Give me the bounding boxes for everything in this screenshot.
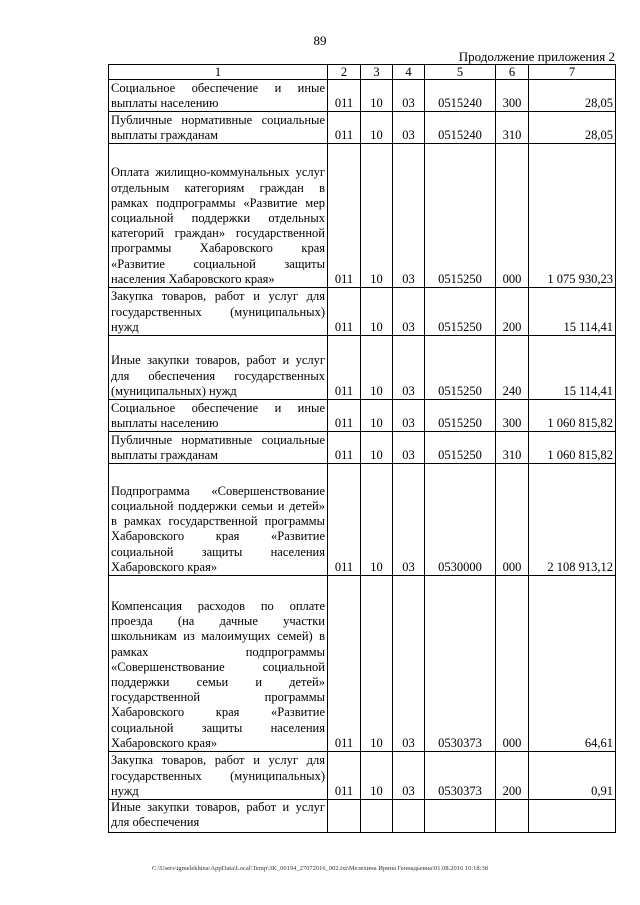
amount: 0,91 — [529, 752, 616, 800]
subsection-code: 03 — [393, 576, 425, 752]
expense-type-code: 240 — [496, 336, 529, 400]
table-row — [109, 400, 616, 432]
ministry-code: 011 — [328, 576, 361, 752]
row-name: Оплата жилищно-коммунальных услуг отдельным категориям граждан в рамках подпрограммы «Развитие мер социальной поддержки отдельных категорий граждан» государственной программы Хабаровского края «Развитие социальной защиты населения Хабаровского края» — [109, 144, 328, 288]
expense-type-code — [496, 800, 529, 833]
subsection-code: 03 — [393, 336, 425, 400]
ministry-code: 011 — [328, 336, 361, 400]
table-row — [109, 464, 616, 576]
table-row — [109, 752, 616, 800]
table-row — [109, 800, 616, 833]
ministry-code: 011 — [328, 432, 361, 464]
column-header: 2 — [328, 65, 361, 80]
ministry-code: 011 — [328, 112, 361, 144]
expense-type-code: 200 — [496, 288, 529, 336]
subsection-code: 03 — [393, 432, 425, 464]
budget-table — [108, 64, 616, 833]
subsection-code: 03 — [393, 752, 425, 800]
column-header: 4 — [393, 65, 425, 80]
table-row — [109, 144, 616, 288]
subsection-code: 03 — [393, 112, 425, 144]
row-name: Социальное обеспечение и иные выплаты населению — [109, 80, 328, 112]
table-row — [109, 112, 616, 144]
row-name: Подпрограмма «Совершенствование социальной поддержки семьи и детей» в рамках государственной программы Хабаровского края «Развитие социальной защиты населения Хабаровского края» — [109, 464, 328, 576]
ministry-code: 011 — [328, 80, 361, 112]
amount: 15 114,41 — [529, 288, 616, 336]
subsection-code: 03 — [393, 80, 425, 112]
target-article-code: 0515250 — [425, 400, 496, 432]
expense-type-code: 000 — [496, 144, 529, 288]
table-row — [109, 576, 616, 752]
section-code: 10 — [361, 288, 393, 336]
section-code: 10 — [361, 144, 393, 288]
section-code — [361, 800, 393, 833]
amount: 15 114,41 — [529, 336, 616, 400]
row-name: Закупка товаров, работ и услуг для государственных (муниципальных) нужд — [109, 752, 328, 800]
ministry-code: 011 — [328, 464, 361, 576]
ministry-code: 011 — [328, 752, 361, 800]
row-name: Публичные нормативные социальные выплаты гражданам — [109, 112, 328, 144]
target-article-code: 0515250 — [425, 144, 496, 288]
section-code: 10 — [361, 112, 393, 144]
column-header: 1 — [109, 65, 328, 80]
target-article-code: 0530373 — [425, 576, 496, 752]
page-number: 89 — [313, 33, 327, 48]
row-name: Социальное обеспечение и иные выплаты населению — [109, 400, 328, 432]
subsection-code — [393, 800, 425, 833]
table-row — [109, 288, 616, 336]
section-code: 10 — [361, 400, 393, 432]
amount: 2 108 913,12 — [529, 464, 616, 576]
target-article-code: 0530373 — [425, 752, 496, 800]
row-name: Компенсация расходов по оплате проезда (на дачные участки школьникам из малоимущих семей) в рамках подпрограммы «Совершенствование социальной поддержки семьи и детей» государственной программы Хабаровского края «Развитие социальной защиты населения Хабаровского края» — [109, 576, 328, 752]
column-header: 3 — [361, 65, 393, 80]
expense-type-code: 300 — [496, 400, 529, 432]
amount: 28,05 — [529, 112, 616, 144]
section-code: 10 — [361, 576, 393, 752]
ministry-code — [328, 800, 361, 833]
row-name: Иные закупки товаров, работ и услуг для обеспечения — [109, 800, 328, 833]
footer-file-path: C:\Users\tgmelekhina\AppData\Local\Temp\3K_00194_27072016_002.txt\Мелехина Ирина Геннадьевна\01.08.2016 10:18:38 — [152, 865, 488, 872]
amount: 1 060 815,82 — [529, 432, 616, 464]
target-article-code: 0515240 — [425, 80, 496, 112]
section-code: 10 — [361, 432, 393, 464]
subsection-code: 03 — [393, 400, 425, 432]
row-name: Публичные нормативные социальные выплаты гражданам — [109, 432, 328, 464]
ministry-code: 011 — [328, 144, 361, 288]
amount: 1 075 930,23 — [529, 144, 616, 288]
expense-type-code: 310 — [496, 112, 529, 144]
table-row — [109, 80, 616, 112]
subsection-code: 03 — [393, 144, 425, 288]
row-name: Закупка товаров, работ и услуг для государственных (муниципальных) нужд — [109, 288, 328, 336]
target-article-code: 0530000 — [425, 464, 496, 576]
table-header-row — [109, 65, 616, 80]
table-row — [109, 432, 616, 464]
target-article-code: 0515250 — [425, 288, 496, 336]
expense-type-code: 000 — [496, 464, 529, 576]
column-header: 6 — [496, 65, 529, 80]
section-code: 10 — [361, 336, 393, 400]
target-article-code: 0515250 — [425, 336, 496, 400]
target-article-code: 0515250 — [425, 432, 496, 464]
continuation-label: Продолжение приложения 2 — [458, 49, 615, 64]
table-row — [109, 336, 616, 400]
section-code: 10 — [361, 752, 393, 800]
amount: 1 060 815,82 — [529, 400, 616, 432]
column-header: 5 — [425, 65, 496, 80]
target-article-code: 0515240 — [425, 112, 496, 144]
expense-type-code: 200 — [496, 752, 529, 800]
amount: 64,61 — [529, 576, 616, 752]
amount — [529, 800, 616, 833]
amount: 28,05 — [529, 80, 616, 112]
expense-type-code: 310 — [496, 432, 529, 464]
expense-type-code: 300 — [496, 80, 529, 112]
subsection-code: 03 — [393, 288, 425, 336]
column-header: 7 — [529, 65, 616, 80]
row-name: Иные закупки товаров, работ и услуг для обеспечения государственных (муниципальных) нужд — [109, 336, 328, 400]
target-article-code — [425, 800, 496, 833]
expense-type-code: 000 — [496, 576, 529, 752]
section-code: 10 — [361, 464, 393, 576]
ministry-code: 011 — [328, 400, 361, 432]
ministry-code: 011 — [328, 288, 361, 336]
section-code: 10 — [361, 80, 393, 112]
subsection-code: 03 — [393, 464, 425, 576]
